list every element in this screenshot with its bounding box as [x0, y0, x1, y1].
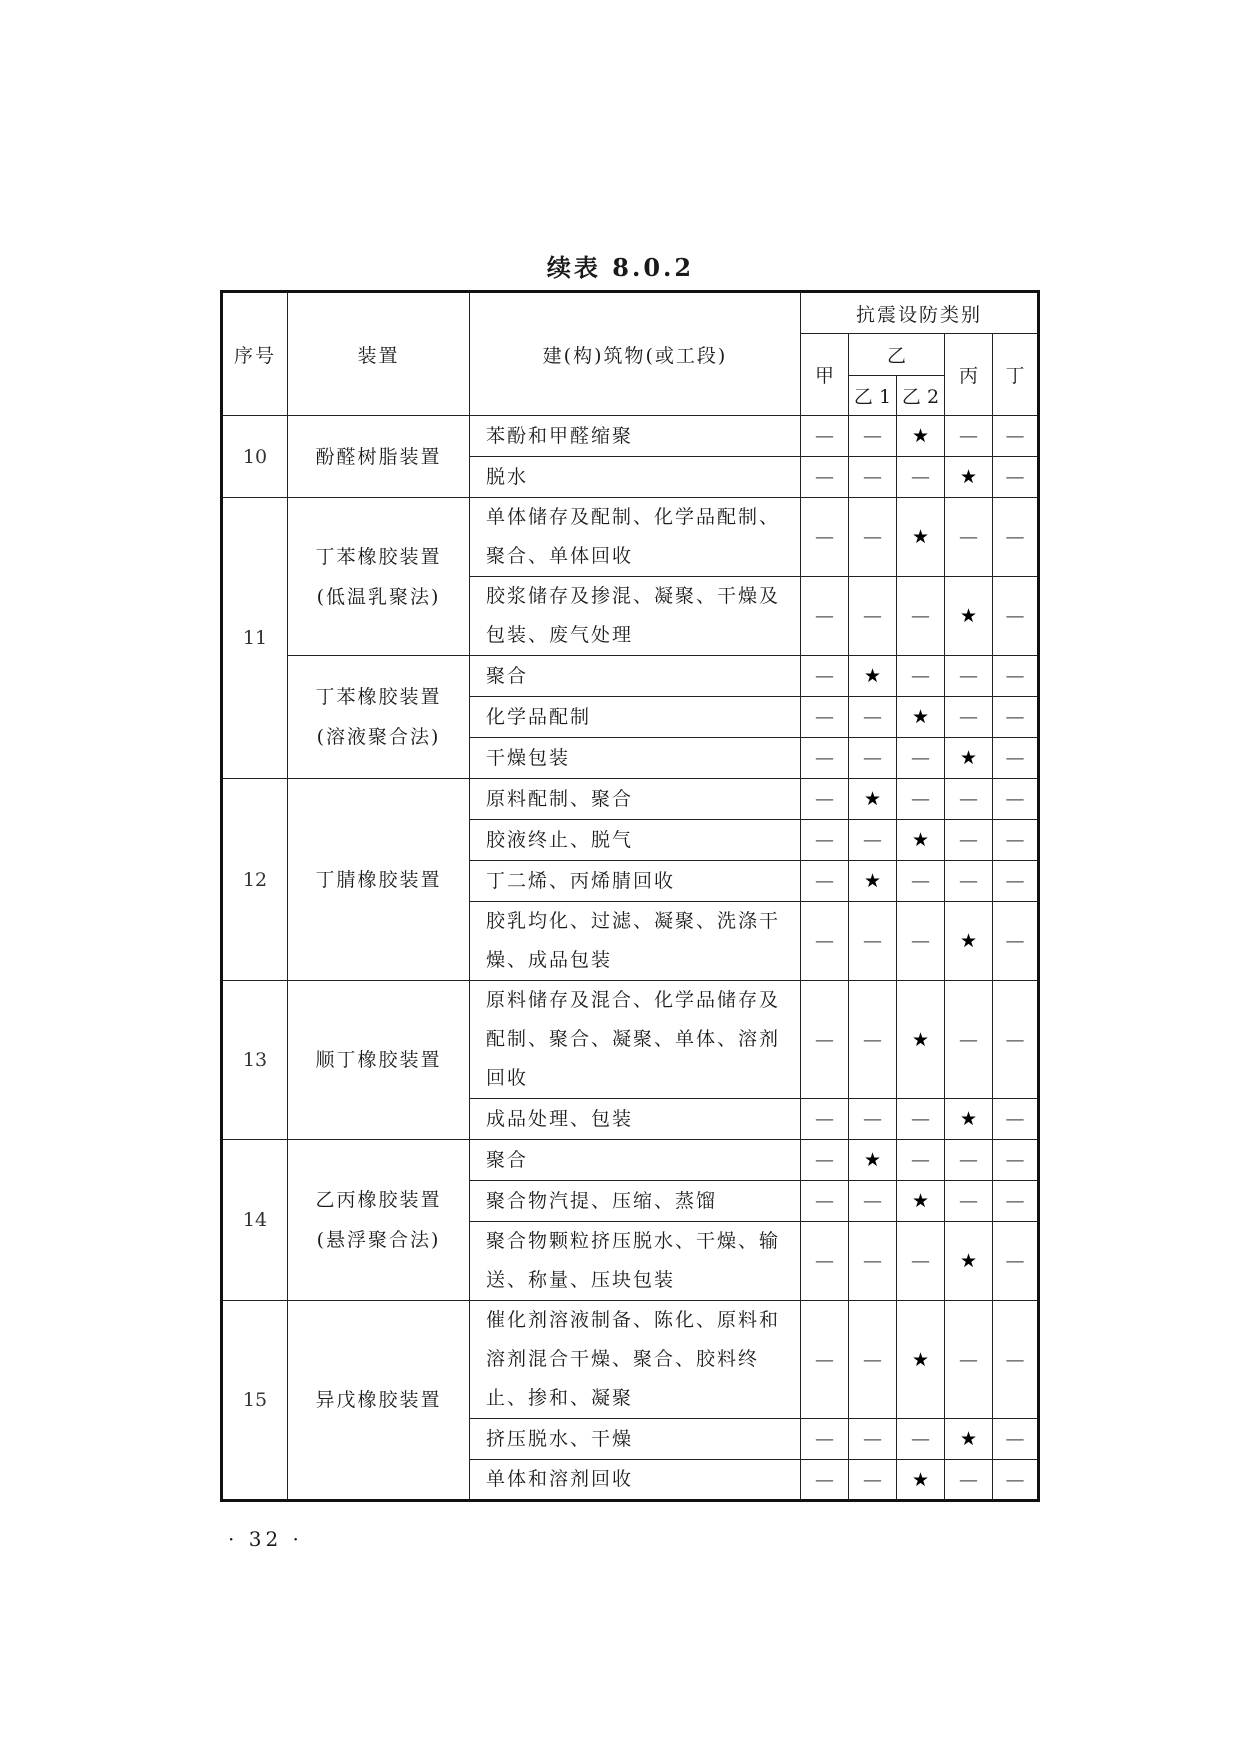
dash-mark-ding: — [993, 1140, 1039, 1181]
dash-mark-yi1: — [849, 1181, 897, 1222]
dash-mark-jia: — [801, 779, 849, 820]
header-jia: 甲 [801, 334, 849, 416]
device-cell: 顺丁橡胶装置 [288, 981, 470, 1140]
header-device: 装置 [288, 292, 470, 416]
dash-mark-yi1: — [849, 1419, 897, 1460]
dash-mark-bing: — [945, 498, 993, 577]
dash-mark-bing: — [945, 1181, 993, 1222]
star-mark-yi1: ★ [849, 779, 897, 820]
dash-mark-yi1: — [849, 498, 897, 577]
header-building: 建(构)筑物(或工段) [470, 292, 801, 416]
dash-mark-yi2: — [897, 457, 945, 498]
dash-mark-yi1: — [849, 1301, 897, 1419]
dash-mark-ding: — [993, 656, 1039, 697]
dash-mark-yi1: — [849, 697, 897, 738]
page-number: · 32 · [228, 1527, 303, 1551]
star-mark-bing: ★ [945, 738, 993, 779]
dash-mark-jia: — [801, 861, 849, 902]
dash-mark-yi2: — [897, 779, 945, 820]
star-mark-yi2: ★ [897, 1301, 945, 1419]
dash-mark-ding: — [993, 1419, 1039, 1460]
building-cell: 单体和溶剂回收 [470, 1460, 801, 1501]
dash-mark-bing: — [945, 981, 993, 1099]
building-cell: 聚合物颗粒挤压脱水、干燥、输送、称量、压块包装 [470, 1222, 801, 1301]
table-caption: 续表 8.0.2 [546, 253, 695, 282]
dash-mark-yi2: — [897, 861, 945, 902]
star-mark-bing: ★ [945, 1222, 993, 1301]
building-cell: 单体储存及配制、化学品配制、聚合、单体回收 [470, 498, 801, 577]
dash-mark-jia: — [801, 697, 849, 738]
dash-mark-ding: — [993, 498, 1039, 577]
dash-mark-ding: — [993, 738, 1039, 779]
dash-mark-jia: — [801, 1099, 849, 1140]
star-mark-bing: ★ [945, 457, 993, 498]
dash-mark-bing: — [945, 1140, 993, 1181]
star-mark-bing: ★ [945, 902, 993, 981]
dash-mark-jia: — [801, 577, 849, 656]
dash-mark-jia: — [801, 902, 849, 981]
building-cell: 苯酚和甲醛缩聚 [470, 416, 801, 457]
building-cell: 聚合 [470, 1140, 801, 1181]
dash-mark-jia: — [801, 1301, 849, 1419]
seq-cell: 11 [222, 498, 288, 779]
dash-mark-jia: — [801, 1222, 849, 1301]
table-row [222, 779, 1039, 820]
dash-mark-yi1: — [849, 416, 897, 457]
table-row [222, 498, 1039, 577]
star-mark-bing: ★ [945, 577, 993, 656]
star-mark-yi2: ★ [897, 498, 945, 577]
seq-cell: 12 [222, 779, 288, 981]
dash-mark-ding: — [993, 981, 1039, 1099]
dash-mark-yi1: — [849, 820, 897, 861]
seismic-category-table [220, 290, 1040, 1502]
table-row [222, 1301, 1039, 1419]
dash-mark-yi2: — [897, 1419, 945, 1460]
building-cell: 成品处理、包装 [470, 1099, 801, 1140]
dash-mark-yi2: — [897, 1099, 945, 1140]
dash-mark-jia: — [801, 820, 849, 861]
table-row [222, 1140, 1039, 1181]
dash-mark-bing: — [945, 697, 993, 738]
dash-mark-yi1: — [849, 1099, 897, 1140]
dash-mark-ding: — [993, 1460, 1039, 1501]
dash-mark-ding: — [993, 820, 1039, 861]
dash-mark-ding: — [993, 577, 1039, 656]
dash-mark-ding: — [993, 861, 1039, 902]
dash-mark-jia: — [801, 1419, 849, 1460]
device-cell: 丁腈橡胶装置 [288, 779, 470, 981]
dash-mark-bing: — [945, 1301, 993, 1419]
dash-mark-jia: — [801, 656, 849, 697]
header-yi1: 乙 1 [849, 376, 897, 416]
dash-mark-yi2: — [897, 738, 945, 779]
dash-mark-bing: — [945, 656, 993, 697]
star-mark-yi2: ★ [897, 697, 945, 738]
building-cell: 原料储存及混合、化学品储存及配制、聚合、凝聚、单体、溶剂回收 [470, 981, 801, 1099]
dash-mark-jia: — [801, 416, 849, 457]
device-cell: 酚醛树脂装置 [288, 416, 470, 498]
dash-mark-jia: — [801, 1460, 849, 1501]
dash-mark-bing: — [945, 1460, 993, 1501]
building-cell: 脱水 [470, 457, 801, 498]
device-cell: 异戊橡胶装置 [288, 1301, 470, 1501]
dash-mark-ding: — [993, 779, 1039, 820]
building-cell: 原料配制、聚合 [470, 779, 801, 820]
star-mark-bing: ★ [945, 1419, 993, 1460]
dash-mark-ding: — [993, 1301, 1039, 1419]
dash-mark-jia: — [801, 738, 849, 779]
dash-mark-yi2: — [897, 577, 945, 656]
building-cell: 挤压脱水、干燥 [470, 1419, 801, 1460]
dash-mark-bing: — [945, 861, 993, 902]
dash-mark-ding: — [993, 1099, 1039, 1140]
star-mark-yi2: ★ [897, 820, 945, 861]
building-cell: 干燥包装 [470, 738, 801, 779]
dash-mark-ding: — [993, 1181, 1039, 1222]
building-cell: 聚合 [470, 656, 801, 697]
dash-mark-yi2: — [897, 1140, 945, 1181]
building-cell: 胶液终止、脱气 [470, 820, 801, 861]
seq-cell: 10 [222, 416, 288, 498]
dash-mark-ding: — [993, 902, 1039, 981]
dash-mark-jia: — [801, 498, 849, 577]
dash-mark-ding: — [993, 416, 1039, 457]
dash-mark-yi2: — [897, 902, 945, 981]
dash-mark-jia: — [801, 1140, 849, 1181]
seq-cell: 13 [222, 981, 288, 1140]
header-ding: 丁 [993, 334, 1039, 416]
star-mark-yi1: ★ [849, 861, 897, 902]
dash-mark-bing: — [945, 820, 993, 861]
header-yi2: 乙 2 [897, 376, 945, 416]
header-bing: 丙 [945, 334, 993, 416]
header-category: 抗震设防类别 [801, 292, 1039, 334]
dash-mark-jia: — [801, 981, 849, 1099]
seq-cell: 15 [222, 1301, 288, 1501]
seq-cell: 14 [222, 1140, 288, 1301]
dash-mark-yi1: — [849, 457, 897, 498]
dash-mark-ding: — [993, 1222, 1039, 1301]
building-cell: 化学品配制 [470, 697, 801, 738]
dash-mark-bing: — [945, 779, 993, 820]
dash-mark-ding: — [993, 697, 1039, 738]
star-mark-yi2: ★ [897, 1460, 945, 1501]
table-row [222, 416, 1039, 457]
dash-mark-yi1: — [849, 902, 897, 981]
dash-mark-yi1: — [849, 1460, 897, 1501]
dash-mark-yi2: — [897, 1222, 945, 1301]
star-mark-yi2: ★ [897, 1181, 945, 1222]
dash-mark-ding: — [993, 457, 1039, 498]
dash-mark-yi1: — [849, 1222, 897, 1301]
device-cell: 乙丙橡胶装置 (悬浮聚合法) [288, 1140, 470, 1301]
dash-mark-yi1: — [849, 577, 897, 656]
star-mark-yi2: ★ [897, 981, 945, 1099]
dash-mark-yi1: — [849, 738, 897, 779]
header-seq: 序号 [222, 292, 288, 416]
device-cell: 丁苯橡胶装置 (溶液聚合法) [288, 656, 470, 779]
building-cell: 胶乳均化、过滤、凝聚、洗涤干燥、成品包装 [470, 902, 801, 981]
star-mark-yi1: ★ [849, 1140, 897, 1181]
building-cell: 聚合物汽提、压缩、蒸馏 [470, 1181, 801, 1222]
building-cell: 丁二烯、丙烯腈回收 [470, 861, 801, 902]
star-mark-yi2: ★ [897, 416, 945, 457]
dash-mark-jia: — [801, 457, 849, 498]
star-mark-yi1: ★ [849, 656, 897, 697]
table-row [222, 656, 1039, 697]
building-cell: 胶浆储存及掺混、凝聚、干燥及包装、废气处理 [470, 577, 801, 656]
device-cell: 丁苯橡胶装置 (低温乳聚法) [288, 498, 470, 656]
star-mark-bing: ★ [945, 1099, 993, 1140]
dash-mark-jia: — [801, 1181, 849, 1222]
header-yi: 乙 [849, 334, 945, 376]
dash-mark-yi1: — [849, 981, 897, 1099]
building-cell: 催化剂溶液制备、陈化、原料和溶剂混合干燥、聚合、胶料终止、掺和、凝聚 [470, 1301, 801, 1419]
dash-mark-bing: — [945, 416, 993, 457]
dash-mark-yi2: — [897, 656, 945, 697]
table-row [222, 981, 1039, 1099]
